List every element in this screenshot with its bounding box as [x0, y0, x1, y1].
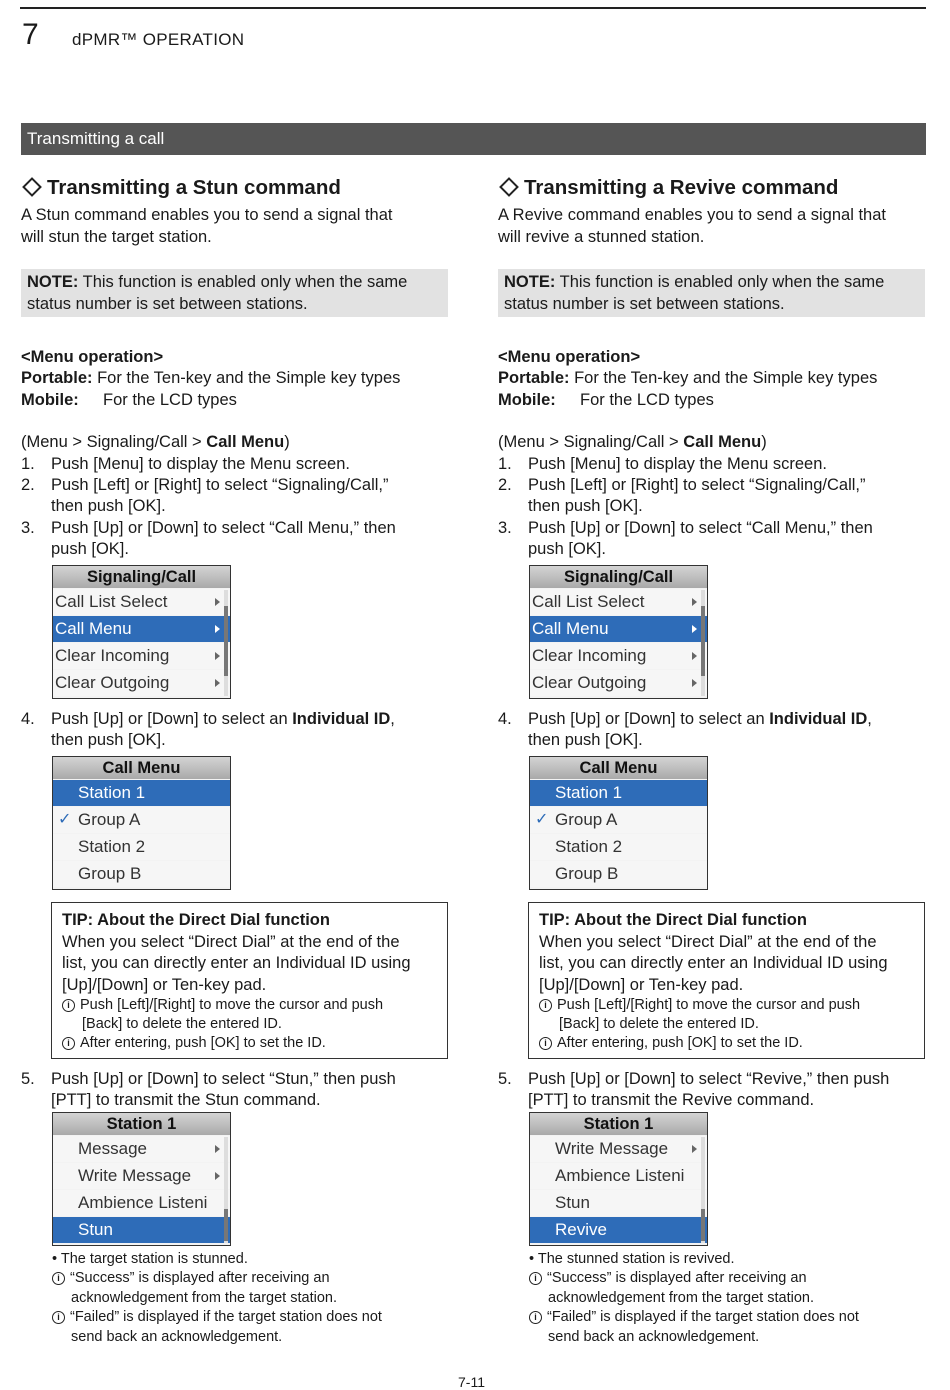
lcd-menu-item[interactable]: Clear Incoming	[530, 643, 707, 669]
chapter-title: dPMR™ OPERATION	[72, 30, 245, 49]
result-line: send back an acknowledgement.	[71, 1329, 283, 1345]
lcd-menu-item[interactable]: Group B	[530, 861, 707, 887]
chapter-number: 7	[22, 18, 39, 51]
step-4-text: Push [Up] or [Down] to select an Individual ID,	[51, 710, 395, 728]
result-line: • The target station is stunned.	[52, 1251, 248, 1267]
tip-text: When you select “Direct Dial” at the end of the	[539, 932, 877, 951]
lcd-menu-item[interactable]: ✓ Group A	[530, 807, 707, 833]
step-number: 5.	[21, 1070, 35, 1088]
checkmark-icon: ✓	[58, 811, 72, 828]
lcd-title: Call Menu	[53, 757, 230, 779]
step-3-text: push [OK].	[51, 540, 129, 558]
step-2-text: Push [Left] or [Right] to select “Signaling/Call,”	[528, 476, 866, 494]
arrow-right-icon	[215, 1145, 220, 1153]
menu-operation-label: <Menu operation>	[21, 348, 164, 366]
step-1-text: Push [Menu] to display the Menu screen.	[51, 455, 350, 473]
lcd-menu-item[interactable]: ✓ Group A	[53, 807, 230, 833]
diamond-icon	[22, 177, 42, 197]
lcd-menu-item[interactable]: Ambience Listeni	[53, 1190, 230, 1216]
arrow-right-icon	[215, 1172, 220, 1180]
info-icon: i	[62, 1037, 75, 1050]
info-icon: i	[52, 1272, 65, 1285]
result-line: i “Failed” is displayed if the target station does not	[529, 1308, 859, 1328]
tip-title: TIP: About the Direct Dial function	[62, 911, 330, 929]
mobile-line: Mobile: For the LCD types	[498, 391, 714, 409]
signaling-call-screen	[529, 565, 708, 699]
scrollbar-thumb[interactable]	[701, 606, 705, 676]
arrow-right-icon	[215, 652, 220, 660]
station-screen	[52, 1112, 231, 1246]
call-menu-screen	[529, 756, 708, 890]
result-line: i “Success” is displayed after receiving an	[52, 1269, 330, 1289]
step-number: 4.	[21, 710, 35, 728]
menu-operation-label: <Menu operation>	[498, 348, 641, 366]
portable-line: Portable: For the Ten-key and the Simple key types	[498, 369, 878, 387]
step-4-text: then push [OK].	[528, 731, 643, 749]
tip-box	[528, 902, 925, 1059]
lcd-menu-item[interactable]: Group B	[53, 861, 230, 887]
step-5-text: [PTT] to transmit the Stun command.	[51, 1091, 321, 1109]
lcd-menu-item[interactable]: Clear Outgoing	[53, 670, 230, 696]
tip-text: [Up]/[Down] or Ten-key pad.	[539, 975, 744, 994]
lcd-menu-item-selected[interactable]: Station 1	[53, 780, 230, 806]
intro-line-2: will revive a stunned station.	[498, 228, 705, 246]
page-number: 7-11	[458, 1374, 485, 1390]
step-3-text: Push [Up] or [Down] to select “Call Menu,” then	[528, 519, 873, 537]
signaling-call-screen	[52, 565, 231, 699]
tip-bullet: i After entering, push [OK] to set the ID.	[539, 1034, 914, 1053]
arrow-right-icon	[692, 679, 697, 687]
lcd-title: Station 1	[530, 1113, 707, 1135]
step-2-text: Push [Left] or [Right] to select “Signaling/Call,”	[51, 476, 389, 494]
result-line: send back an acknowledgement.	[548, 1329, 760, 1345]
info-icon: i	[62, 999, 75, 1012]
step-5-text: [PTT] to transmit the Revive command.	[528, 1091, 815, 1109]
result-line: acknowledgement from the target station.	[548, 1290, 814, 1306]
arrow-right-icon	[215, 625, 220, 633]
lcd-menu-item[interactable]: Station 2	[53, 834, 230, 860]
lcd-menu-item[interactable]: Call List Select	[530, 589, 707, 615]
result-line: acknowledgement from the target station.	[71, 1290, 337, 1306]
note-box: NOTE: This function is enabled only when the same status number is set between stations.	[21, 269, 448, 317]
tip-text: When you select “Direct Dial” at the end of the	[62, 932, 400, 951]
arrow-right-icon	[692, 1145, 697, 1153]
lcd-menu-item[interactable]: Message	[53, 1136, 230, 1162]
step-5-text: Push [Up] or [Down] to select “Stun,” then push	[51, 1070, 396, 1088]
stun-heading: Transmitting a Stun command	[21, 176, 341, 200]
tip-text: list, you can directly enter an Individual ID using	[539, 954, 888, 972]
result-line: i “Success” is displayed after receiving an	[529, 1269, 807, 1289]
step-2-text: then push [OK].	[51, 497, 166, 515]
intro-line-1: A Revive command enables you to send a signal that	[498, 206, 886, 224]
tip-bullet: i Push [Left]/[Right] to move the cursor and push	[62, 996, 437, 1015]
intro-line-2: will stun the target station.	[21, 228, 212, 246]
lcd-menu-item[interactable]: Stun	[530, 1190, 707, 1216]
lcd-title: Signaling/Call	[53, 566, 230, 588]
step-number: 5.	[498, 1070, 512, 1088]
arrow-right-icon	[692, 652, 697, 660]
checkmark-icon: ✓	[535, 811, 549, 828]
diamond-icon	[499, 177, 519, 197]
tip-bullet-cont: [Back] to delete the entered ID.	[82, 1016, 282, 1032]
step-4-text: Push [Up] or [Down] to select an Individual ID,	[528, 710, 872, 728]
tip-text: [Up]/[Down] or Ten-key pad.	[62, 975, 267, 994]
tip-title: TIP: About the Direct Dial function	[539, 911, 807, 929]
step-number: 1.	[498, 455, 512, 473]
lcd-menu-item[interactable]: Clear Outgoing	[530, 670, 707, 696]
stun-column	[0, 0, 430, 1389]
step-3-text: Push [Up] or [Down] to select “Call Menu,” then	[51, 519, 396, 537]
arrow-right-icon	[692, 598, 697, 606]
info-icon: i	[52, 1311, 65, 1324]
info-icon: i	[529, 1311, 542, 1324]
step-number: 2.	[498, 476, 512, 494]
step-5-text: Push [Up] or [Down] to select “Revive,” then push	[528, 1070, 890, 1088]
lcd-menu-item[interactable]: Clear Incoming	[53, 643, 230, 669]
step-number: 3.	[498, 519, 512, 537]
lcd-menu-item[interactable]: Write Message	[530, 1136, 707, 1162]
tip-box	[51, 902, 448, 1059]
lcd-menu-item-selected[interactable]: Revive	[530, 1217, 707, 1243]
tip-bullet-cont: [Back] to delete the entered ID.	[559, 1016, 759, 1032]
lcd-menu-item-selected[interactable]: Stun	[53, 1217, 230, 1243]
info-icon: i	[539, 1037, 552, 1050]
step-number: 1.	[21, 455, 35, 473]
lcd-menu-item-selected[interactable]: Call Menu	[53, 616, 230, 642]
revive-column	[477, 0, 907, 1389]
step-4-text: then push [OK].	[51, 731, 166, 749]
lcd-menu-item-selected[interactable]: Station 1	[530, 780, 707, 806]
result-line: i “Failed” is displayed if the target station does not	[52, 1308, 382, 1328]
result-line: • The stunned station is revived.	[529, 1251, 735, 1267]
lcd-menu-item[interactable]: Ambience Listeni	[530, 1163, 707, 1189]
lcd-menu-item[interactable]: Call List Select	[53, 589, 230, 615]
step-2-text: then push [OK].	[528, 497, 643, 515]
note-box: NOTE: This function is enabled only when the same status number is set between stations.	[498, 269, 925, 317]
lcd-title: Station 1	[53, 1113, 230, 1135]
lcd-menu-item-selected[interactable]: Call Menu	[530, 616, 707, 642]
step-3-text: push [OK].	[528, 540, 606, 558]
scrollbar-thumb[interactable]	[701, 1209, 705, 1241]
step-number: 2.	[21, 476, 35, 494]
intro-line-1: A Stun command enables you to send a signal that	[21, 206, 393, 224]
info-icon: i	[529, 1272, 542, 1285]
arrow-right-icon	[215, 679, 220, 687]
lcd-title: Signaling/Call	[530, 566, 707, 588]
step-number: 3.	[21, 519, 35, 537]
lcd-menu-item[interactable]: Write Message	[53, 1163, 230, 1189]
lcd-menu-item[interactable]: Station 2	[530, 834, 707, 860]
section-bar: Transmitting a call	[21, 123, 926, 155]
mobile-line: Mobile: For the LCD types	[21, 391, 237, 409]
scrollbar-thumb[interactable]	[224, 606, 228, 676]
tip-bullet: i Push [Left]/[Right] to move the cursor and push	[539, 996, 914, 1015]
menu-path: (Menu > Signaling/Call > Call Menu)	[21, 433, 290, 451]
lcd-title: Call Menu	[530, 757, 707, 779]
revive-heading: Transmitting a Revive command	[498, 176, 838, 200]
station-screen	[529, 1112, 708, 1246]
tip-text: list, you can directly enter an Individual ID using	[62, 954, 411, 972]
step-1-text: Push [Menu] to display the Menu screen.	[528, 455, 827, 473]
scrollbar-thumb[interactable]	[224, 1209, 228, 1241]
call-menu-screen	[52, 756, 231, 890]
arrow-right-icon	[215, 598, 220, 606]
menu-path: (Menu > Signaling/Call > Call Menu)	[498, 433, 767, 451]
step-number: 4.	[498, 710, 512, 728]
tip-bullet: i After entering, push [OK] to set the ID.	[62, 1034, 437, 1053]
info-icon: i	[539, 999, 552, 1012]
arrow-right-icon	[692, 625, 697, 633]
portable-line: Portable: For the Ten-key and the Simple key types	[21, 369, 401, 387]
